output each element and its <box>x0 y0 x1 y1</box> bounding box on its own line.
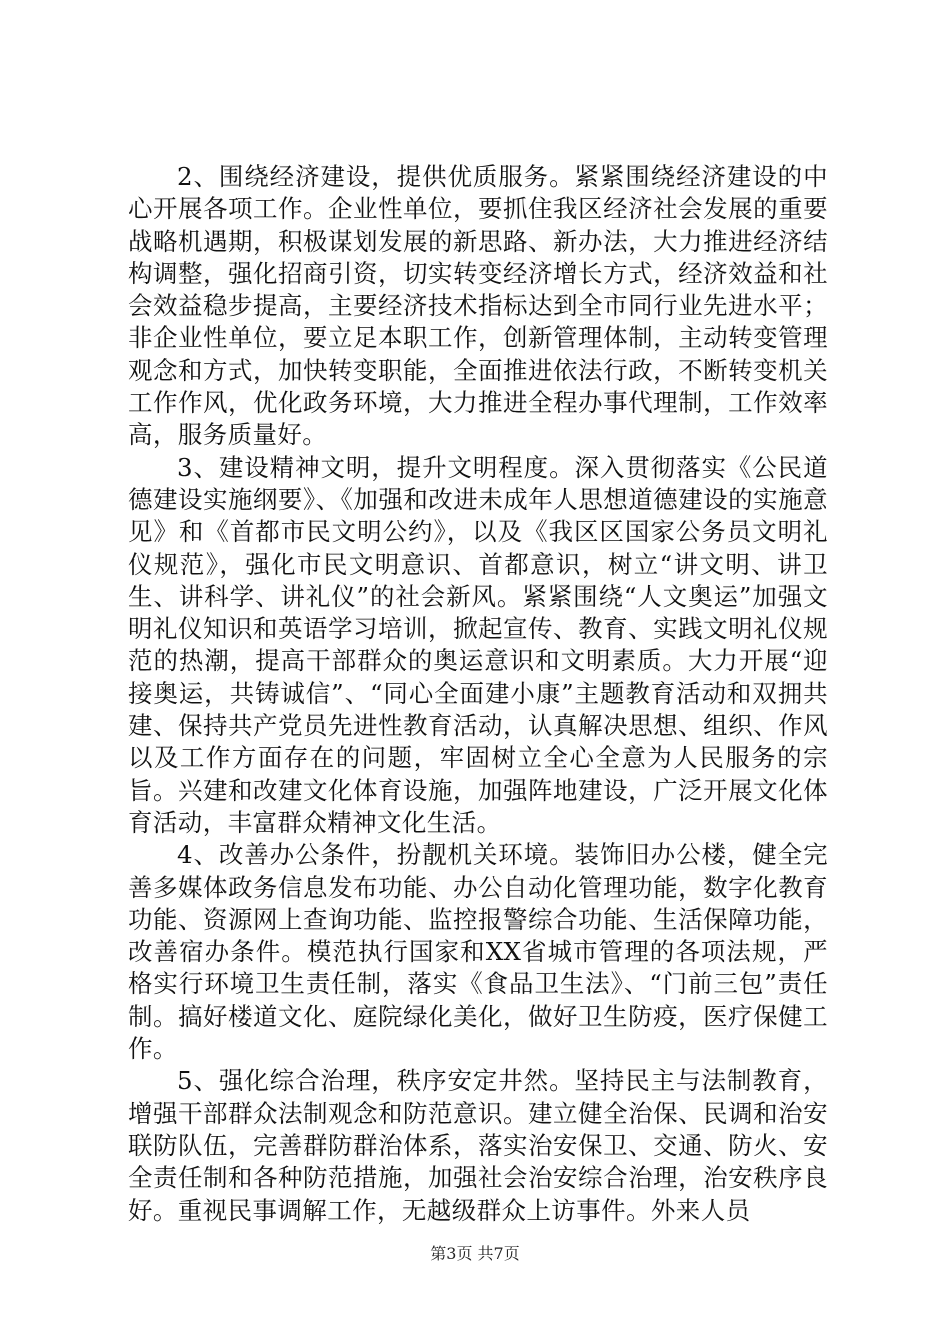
paragraph-spiritual-civilization: 3、建设精神文明，提升文明程度。深入贯彻落实《公民道德建设实施纲要》、《加强和改进未成年人思想道德建设的实施意见》和《首都市民文明公约》，以及《我区区国家公务员文明礼仪规范》，强化市民文明意识、首都意识，树立“讲文明、讲卫生、讲科学、讲礼仪”的社会新风。紧紧围绕“人文奥运”加强文明礼仪知识和英语学习培训，掀起宣传、教育、实践文明礼仪规范的热潮，提高干部群众的奥运意识和文明素质。大力开展“迎接奥运，共铸诚信”、“同心全面建小康”主题教育活动和双拥共建、保持共产党员先进性教育活动，认真解决思想、组织、作风以及工作方面存在的问题，牢固树立全心全意为人民服务的宗旨。兴建和改建文化体育设施，加强阵地建设，广泛开展文化体育活动，丰富群众精神文化生活。 <box>128 452 828 837</box>
paragraph-economic-construction: 2、围绕经济建设，提供优质服务。紧紧围绕经济建设的中心开展各项工作。企业性单位，要抓住我区经济社会发展的重要战略机遇期，积极谋划发展的新思路、新办法，大力推进经济结构调整，强化招商引资，切实转变经济增长方式，经济效益和社会效益稳步提高，主要经济技术指标达到全市同行业先进水平；非企业性单位，要立足本职工作，创新管理体制，主动转变管理观念和方式，加快转变职能，全面推进依法行政，不断转变机关工作作风，优化政务环境，大力推进全程办事代理制，工作效率高，服务质量好。 <box>128 162 828 450</box>
paragraph-office-conditions: 4、改善办公条件，扮靓机关环境。装饰旧办公楼，健全完善多媒体政务信息发布功能、办公自动化管理功能，数字化教育功能、资源网上查询功能、监控报警综合功能、生活保障功能，改善宿办条件。模范执行国家和XX省城市管理的各项法规，严格实行环境卫生责任制，落实《食品卫生法》、“门前三包”责任制。搞好楼道文化、庭院绿化美化，做好卫生防疫，医疗保健工作。 <box>128 840 828 1064</box>
document-body <box>128 161 828 1227</box>
paragraph-comprehensive-governance: 5、强化综合治理，秩序安定井然。坚持民主与法制教育，增强干部群众法制观念和防范意识。建立健全治保、民调和治安联防队伍，完善群防群治体系，落实治安保卫、交通、防火、安全责任制和各种防范措施，加强社会治安综合治理，治安秩序良好。重视民事调解工作，无越级群众上访事件。外来人员 <box>128 1066 828 1225</box>
page-number-footer: 第3页 共7页 <box>430 1244 520 1263</box>
